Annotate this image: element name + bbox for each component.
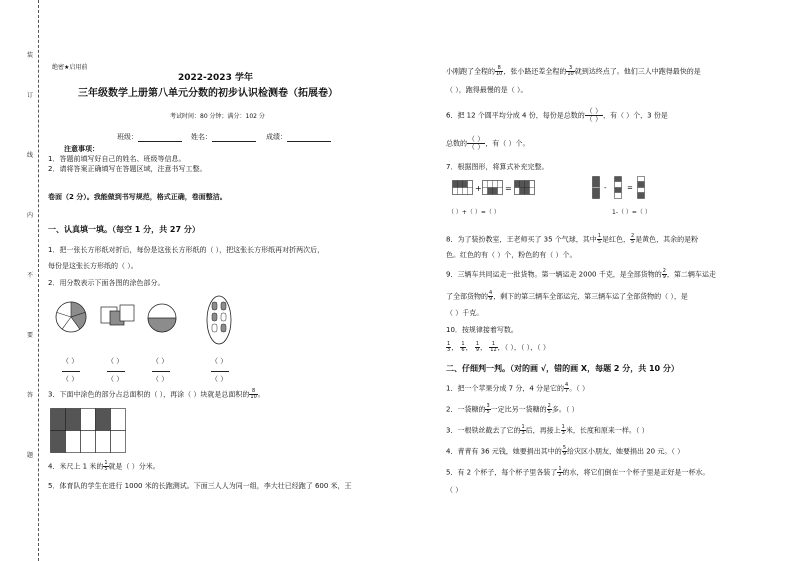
q7-fig-addition: [452, 180, 540, 196]
page-title: 三年级数学上册第八单元分数的初步认识检测卷（拓展卷）: [78, 88, 338, 99]
q5-text: 5．体育队的学生在进行 1000 米的长跑测试。下面三人人为同一组，李大壮已经跑了 600 米，王: [48, 482, 352, 490]
q3-text: 3．下面中涂色的部分占总面积的（ ），再涂（ ）块就是总面积的 $\frac{8}{10}$ 。: [48, 388, 265, 400]
notice-item-2: 2．请将答案正确填写在答题区域，注意书写工整。: [48, 165, 207, 173]
binding-char: 订: [27, 92, 34, 99]
q4-text: 4．米尺上 1 米的 $\frac{1}{5}$ 就是（ ）分米。: [48, 460, 160, 472]
judge-3[interactable]: 3．一根铁丝截去了它的 $\frac{1}{3}$ 后，再接上 $\frac{1}{3}$ 米，长度和原来一样。（ ）: [446, 424, 649, 436]
neatness-note: 卷面（2 分）。我能做到书写规范，格式正确，卷面整洁。: [48, 193, 227, 201]
q2-answer-2[interactable]: （ ） （ ）: [107, 357, 124, 383]
q2-answer-1[interactable]: （ ） （ ）: [62, 357, 79, 383]
q2-answer-3[interactable]: （ ） （ ）: [152, 357, 169, 383]
q5-answers: （ ），跑得最慢的是（ ）。: [446, 86, 528, 94]
q6-line2: 总数的 $\frac{( )}{( )}$ ，有（ ）个。: [446, 135, 530, 151]
binding-char: 题: [27, 452, 34, 459]
q9-line3: （ ）千克。: [446, 309, 484, 317]
q3-grid-figure: [50, 408, 126, 454]
q2-rect-figure: [100, 303, 136, 329]
secret-label: 绝密★启用前: [52, 64, 88, 71]
binding-char: 线: [27, 152, 34, 159]
q6-line1: 6．把 12 个圆平均分成 4 份，每份是总数的 $\frac{( )}{( )}$ ，有（ ）个，3 份是: [446, 107, 668, 123]
q7-equation-2[interactable]: 1-（ ）=（ ）: [612, 209, 651, 216]
school-year: 2022-2023 学年: [178, 73, 253, 83]
score-field[interactable]: 成绩：: [266, 133, 331, 142]
svg-text:-: -: [604, 184, 607, 192]
q9-line1: 9．三辆车共同运走一批货物。第一辆运走 2000 千克，是全部货物的 $\frac{2}{9}$ ，第二辆车运走: [446, 268, 716, 280]
q1-line2: 每份是这张长方形纸的（ ）。: [48, 262, 138, 270]
binding-char: 要: [27, 332, 34, 339]
judge-4[interactable]: 4．青青有 36 元钱，她要捐出其中的 $\frac{5}{9}$ 给灾区小朋友，她要捐出 20 元。（ ）: [446, 445, 685, 457]
q5-continued: 小刚跑了全程的 $\frac{8}{10}$ ，张小路还差全程的 $\frac{3}{10}$ 就到达终点了。他们三人中跑得最快的是: [446, 65, 701, 77]
q9-line2: 了全部货物的 $\frac{4}{9}$ ，剩下的第三辆车全部运完，第三辆车运了全部货物的（ ），是: [446, 290, 688, 302]
name-field[interactable]: 姓名：: [191, 133, 256, 142]
svg-text:+: +: [475, 184, 482, 193]
q2-text: 2．用分数表示下面各图的涂色部分。: [48, 279, 165, 287]
judge-1[interactable]: 1．把一个苹果分成 7 分，4 分是它的 $\frac{4}{7}$ 。（ ）: [446, 382, 589, 394]
binding-char: 不: [27, 272, 34, 279]
class-field[interactable]: 班级：: [117, 133, 182, 142]
q10-text: 10．按规律接着写数。: [446, 326, 518, 334]
judge-2[interactable]: 2．一袋糖的 $\frac{3}{5}$ 一定比另一袋糖的 $\frac{2}{5}$ 多。（ ）: [446, 403, 579, 415]
q2-answer-4[interactable]: （ ） （ ）: [211, 357, 228, 383]
q10-sequence[interactable]: $\frac{1}{3}$ ， $\frac{1}{6}$ ， $\frac{1}{9}$ ， $\frac{1}{12}$ ，（ ），（ ），（ ）: [447, 341, 550, 353]
svg-text:=: =: [627, 184, 633, 192]
binding-line: [38, 0, 39, 561]
section1-title: 一、认真填一填。（每空 1 分，共 27 分）: [48, 225, 200, 234]
svg-text:=: =: [505, 184, 512, 193]
notice-item-1: 1．答题前填写好自己的姓名、班级等信息。: [48, 155, 186, 163]
judge-5-answer[interactable]: （ ）: [446, 486, 463, 494]
q1-line1: 1．把一张长方形纸对折后，每份是这张长方形纸的（ ），把这张长方形纸再对折两次后，: [48, 246, 325, 254]
q7-fig-subtraction: [592, 176, 658, 200]
q8-line2: 色。红色的有（ ）个，粉色的有（ ）个。: [446, 251, 577, 259]
section2-title: 二、仔细判一判。（对的画 √，错的画 X，每题 2 分，共 10 分）: [446, 364, 679, 373]
q7-equation-1[interactable]: （ ）+（ ）=（ ）: [448, 209, 500, 216]
binding-char: 内: [27, 212, 34, 219]
q2-halfcircle-figure: [146, 302, 178, 334]
q2-circle-figure: [54, 300, 88, 334]
q8-line1: 8．为了装扮教室，王老师买了 35 个气球，其中 $\frac{1}{5}$ 是红色， $\frac{2}{5}$ 是黄色，其余的是粉: [446, 233, 699, 245]
binding-margin: [8, 0, 44, 561]
judge-5[interactable]: 5．有 2 个杯子，每个杯子里各装了 $\frac{1}{2}$ 的水，将它们倒在一个杯子里是正好是一杯水。: [446, 466, 710, 478]
exam-meta: 考试时间：80 分钟；满分：102 分: [170, 113, 265, 120]
binding-char: 装: [27, 52, 34, 59]
q2-oval-figure: [204, 294, 234, 346]
binding-char: 答: [27, 392, 34, 399]
notice-title: 注意事项：: [64, 145, 99, 153]
q7-text: 7．根据图形，将算式补充完整。: [446, 163, 549, 171]
